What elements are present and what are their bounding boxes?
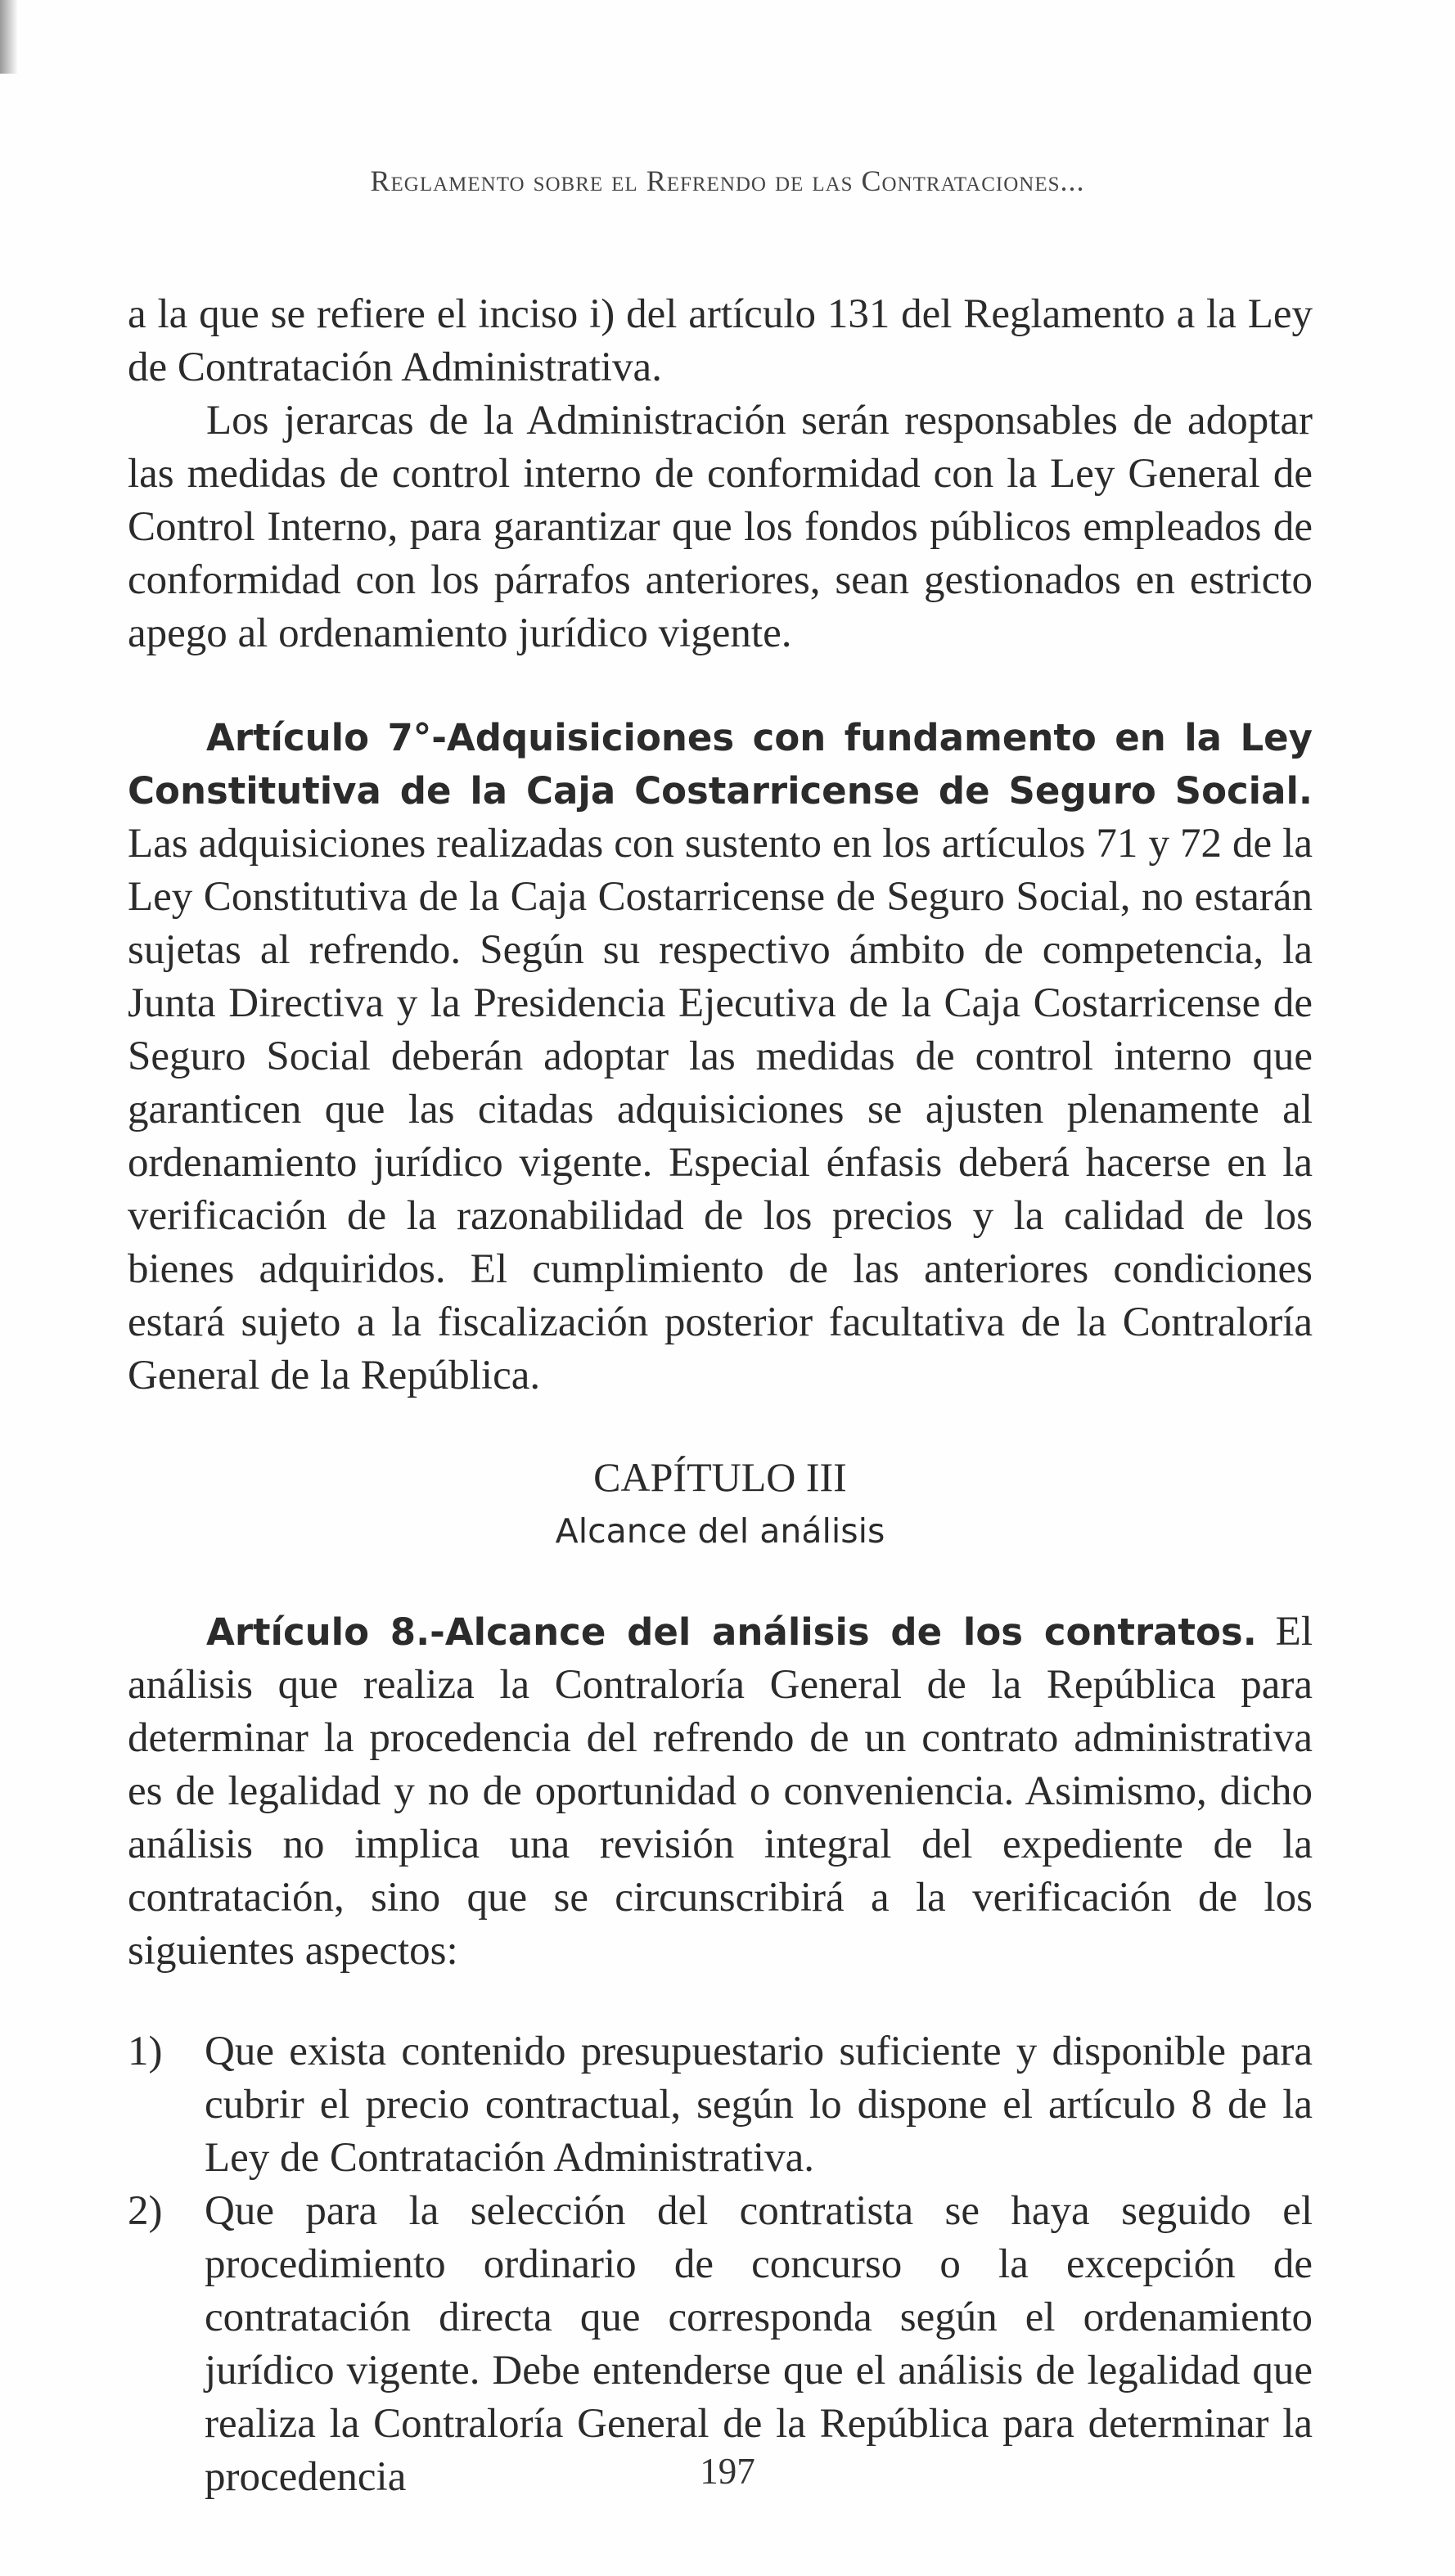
spacer	[128, 1978, 1313, 2025]
article-8-heading: Artículo 8.-Alcance del análisis de los contratos.	[206, 1610, 1257, 1654]
paragraph-jerarcas: Los jerarcas de la Administración serán responsables de adoptar las medidas de control interno de conformidad con la Ley General de Control Interno, para garantizar que los fondos públicos empleados de conformidad con los párrafos anteriores, sean gestionados en estricto apego al ordenamiento jurídico vigente.	[128, 398, 1313, 656]
aspects-list	[128, 2025, 1313, 2504]
spacer	[128, 1558, 1313, 1605]
list-item	[128, 2025, 1313, 2185]
list-item-text: Que para la selección del contratista se haya seguido el procedimiento ordinario de concurso o la excepción de contratación directa que corresponda según el ordenamiento jurídico vigente. Debe entenderse que el análisis de legalidad que realiza la Contraloría General de la República para determinar la procedencia	[205, 2188, 1313, 2500]
paragraph-continuation: a la que se refiere el inciso i) del artículo 131 del Reglamento a la Ley de Contratación Administrativa.	[128, 291, 1313, 390]
chapter-subtitle: Alcance del análisis	[555, 1511, 885, 1551]
article-8	[128, 1605, 1313, 1978]
page-body	[128, 288, 1313, 2504]
page-number: 197	[700, 2451, 755, 2492]
list-item-number: 1)	[128, 2029, 163, 2074]
list-item-number: 2)	[128, 2188, 163, 2234]
spacer	[128, 1403, 1313, 1450]
article-7-text: Las adquisiciones realizadas con sustento en los artículos 71 y 72 de la Ley Constitutiva de la Caja Costarricense de Seguro Social, no estarán sujetas al refrendo. Según su respectivo ámbito de competencia, la Junta Directiva y la Presidencia Ejecutiva de la Caja Costarricense de Seguro Social deberán adoptar las medidas de control interno que garanticen que las citadas adquisiciones se ajusten plenamente al ordenamiento jurídico vigente. Especial énfasis deberá hacerse en la verificación de la razonabilidad de los precios y la calidad de los bienes adquiridos. El cumplimiento de las anteriores condiciones estará sujeto a la fiscalización posterior facultativa de la Contraloría General de la República.	[128, 821, 1313, 1398]
scan-edge-mark	[0, 0, 18, 74]
list-item-text: Que exista contenido presupuestario suficiente y disponible para cubrir el precio contractual, según lo dispone el artículo 8 de la Ley de Contratación Administrativa.	[205, 2029, 1313, 2181]
article-7	[128, 711, 1313, 1403]
chapter-title: CAPÍTULO III	[593, 1454, 847, 1500]
running-head: Reglamento sobre el Refrendo de las Contrataciones...	[370, 164, 1085, 197]
article-8-text: El análisis que realiza la Contraloría General de la República para determinar la procedencia del refrendo de un contrato administrativa es de legalidad y no de oportunidad o conveniencia. Asimismo, dicho análisis no implica una revisión integral del expediente de la contratación, sino que se circunscribirá a la verificación de los siguientes aspectos:	[128, 1609, 1313, 1974]
article-7-heading: Artículo 7°-Adquisiciones con fundamento en la Ley Constitutiva de la Caja Costarricense de Seguro Social.	[128, 716, 1313, 813]
spacer	[128, 660, 1313, 711]
